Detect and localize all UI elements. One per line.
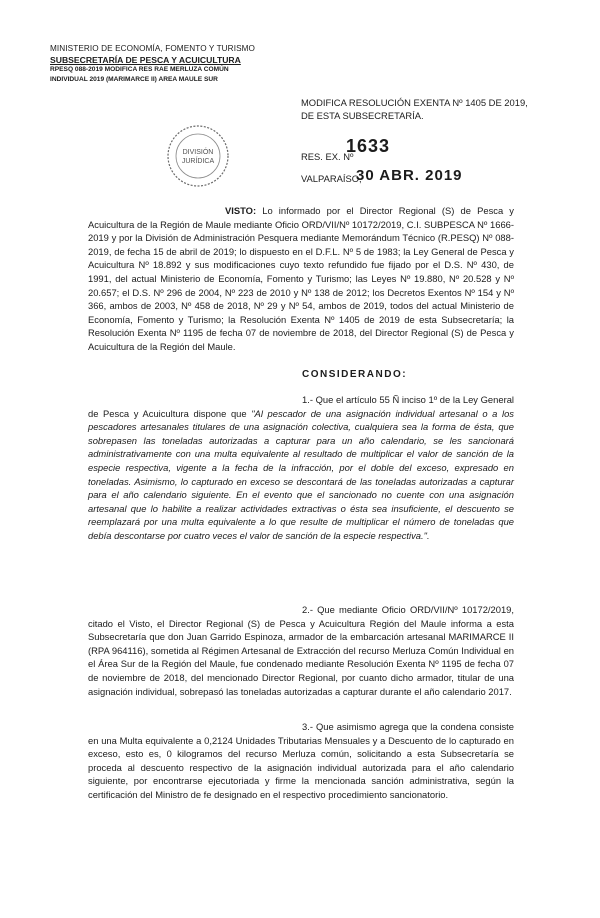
reference-line2: DE ESTA SUBSECRETARÍA. <box>301 109 424 121</box>
visto-paragraph <box>88 204 514 354</box>
file-reference-line1: RPESQ 088-2019 MODIFICA RES RAE MERLUZA COMÚN <box>50 66 229 73</box>
file-reference-line2: INDIVIDUAL 2019 (MARIMARCE II) AREA MAULE SUR <box>50 76 218 83</box>
considerando-heading: CONSIDERANDO: <box>302 369 408 380</box>
subsecretaria-name: SUBSECRETARÍA DE PESCA Y ACUICULTURA <box>50 54 241 65</box>
visto-label: VISTO: <box>225 205 257 216</box>
resolution-date: 30 ABR. 2019 <box>356 167 463 184</box>
ministry-name: MINISTERIO DE ECONOMÍA, FOMENTO Y TURISMO <box>50 44 256 53</box>
stamp-line2: JURÍDICA <box>181 158 215 165</box>
letterhead <box>50 44 255 85</box>
visto-text: Lo informado por el Director Regional (S) de Pesca y Acuicultura de la Región de Maule mediante Oficio ORD/VII/Nº 10172/2019, C.I. SUBPESCA Nº 1666-2019 y por la División de Administración Pesquera mediante Memorándum Técnico (R.PESQ) Nº 088-2019, de fecha 15 de abril de 2019; lo dispuesto en el D.F.L. Nº 5 de 1983; la Ley General de Pesca y Acuicultura Nº 18.892 y sus modificaciones cuyo texto refundido fue fijado por el D.S. Nº 430, de 1991, del actual Ministerio de Economía, Fomento y Turismo; las Leyes Nº 19.880, Nº 20.528 y Nº 20.657; el D.S. Nº 296 de 2004, Nº 223 de 2010 y Nº 138 de 2012; los Decretos Exentos Nº 154 y Nº 366, ambos de 2003, Nº 458 de 2018, Nº 29 y Nº 54, ambos de 2019, todos del actual Ministerio de Economía, Fomento y Turismo; la Resolución Exenta Nº 1405 de 2019 de esta Subsecretaría; la Resolución Exenta Nº 1195 de fecha 07 de noviembre de 2018, del Director Regional (S) de Pesca y Acuicultura de la Región del Maule. <box>88 205 514 352</box>
considerando-paragraph-2: 2.- Que mediante Oficio ORD/VII/Nº 10172/2019, citado el Visto, el Director Regional (S) de Pesca y Acuicultura Región del Maule informa a esta Subsecretaría que don Juan Garrido Espinoza, armador de la embarcación artesanal MARIMARCE II (RPA 964116), sometida al Régimen Artesanal de Extracción del recurso Merluza Común Individual en el Área Sur de la Región del Maule, fue condenado mediante Resolución Exenta Nº 1195 de fecha 07 de noviembre de 2018, del mencionado Director Regional, por cuanto dicho armador, titular de una asignación individual, sobrepasó las toneladas autorizadas a capturar durante el año calendario 2017. <box>88 604 514 697</box>
paragraph-1-quote: "Al pescador de una asignación individual artesanal o a los pescadores artesanales titulares de una asignación colectiva, cualquiera sea la forma de ésta, que sobrepasen las toneladas autorizadas a capturar para un año calendario, se les sancionará administrativamente con una multa equivalente al resultado de multiplicar el valor de sanción de la especie respectiva, vigente a la fecha de la infracción, por el doble del exceso, expresado en toneladas. Asimismo, lo capturado en exceso se descontará de las toneladas autorizadas a capturar para el año calendario siguiente. En el evento que el sancionado no cuente con una asignación artesanal que lo habilite a realizar actividades extractivas o ésta sea insuficiente, el descuento se reemplazará por una multa equivalente a lo que resulte de multiplicar el número de toneladas que debía descontarse por cuatro veces el valor de sanción de la especie respectiva.". <box>88 407 514 541</box>
stamp-line1: DIVISIÓN <box>182 149 214 156</box>
reference-line1: MODIFICA RESOLUCIÓN EXENTA Nº 1405 DE 2019, <box>301 97 528 108</box>
resolution-reference <box>301 97 561 122</box>
resolution-label: RES. EX. Nº <box>301 151 354 162</box>
resolution-number: 1633 <box>346 136 391 156</box>
considerando-paragraph-3: 3.- Que asimismo agrega que la condena consiste en una Multa equivalente a 0,2124 Unidades Tributarias Mensuales y a Descuento de lo capturado en exceso, esto es, 0 kilogramos del recurso Merluza común, solicitando a esta Subsecretaría se proceda al descuento respectivo de la asignación individual autorizada para el año calendario siguiente, por encontrarse ejecutoriada y firme la mencionada sanción administrativa, según la certificación del Ministro de fe designado en el respectivo procedimiento sancionatorio. <box>88 721 514 800</box>
division-juridica-stamp <box>166 124 230 188</box>
resolution-place: VALPARAÍSO, <box>301 173 362 184</box>
paragraph-1-intro: 1.- Que el artículo 55 Ñ inciso 1º de la Ley General de Pesca y Acuicultura dispone que <box>88 394 514 419</box>
considerando-paragraph-1 <box>88 393 514 543</box>
